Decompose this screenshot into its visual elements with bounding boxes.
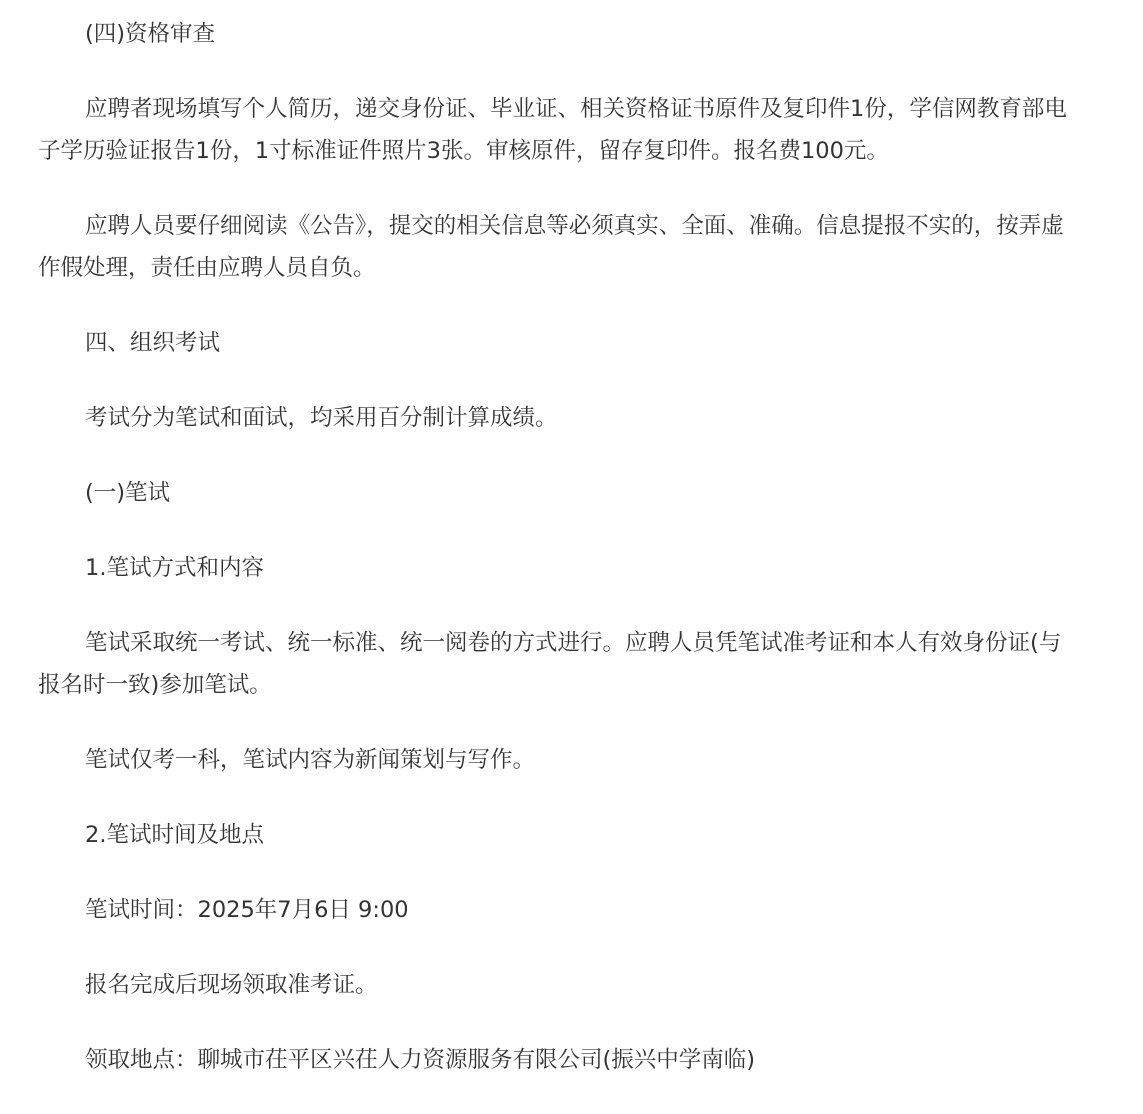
article-body — [38, 13, 1083, 1114]
subheading-exam-method: 1.笔试方式和内容 — [85, 555, 264, 581]
section-heading-organize-exam: 四、组织考试 — [85, 330, 221, 356]
section-heading-qualification-review: (四)资格审查 — [85, 21, 216, 47]
paragraph-application-materials: 应聘者现场填写个人简历，递交身份证、毕业证、相关资格证书原件及复印件1份，学信网教育部电子学历验证报告1份，1寸标准证件照片3张。审核原件，留存复印件。报名费100元。 — [38, 96, 1067, 164]
paragraph-pickup-location: 领取地点：聊城市茌平区兴茌人力资源服务有限公司(振兴中学南临) — [85, 1047, 756, 1073]
subheading-exam-time-location: 2.笔试时间及地点 — [85, 822, 264, 848]
paragraph-exam-overview: 考试分为笔试和面试，均采用百分制计算成绩。 — [85, 405, 558, 431]
paragraph-information-accuracy: 应聘人员要仔细阅读《公告》，提交的相关信息等必须真实、全面、准确。信息提报不实的，按弄虚作假处理，责任由应聘人员自负。 — [38, 213, 1064, 281]
section-heading-written-exam: (一)笔试 — [85, 480, 171, 506]
paragraph-exam-subject: 笔试仅考一科，笔试内容为新闻策划与写作。 — [85, 747, 536, 773]
paragraph-exam-method: 笔试采取统一考试、统一标准、统一阅卷的方式进行。应聘人员凭笔试准考证和本人有效身份证(与报名时一致)参加笔试。 — [38, 630, 1062, 698]
paragraph-admission-ticket: 报名完成后现场领取准考证。 — [85, 972, 378, 998]
paragraph-exam-time: 笔试时间：2025年7月6日 9:00 — [85, 897, 409, 923]
